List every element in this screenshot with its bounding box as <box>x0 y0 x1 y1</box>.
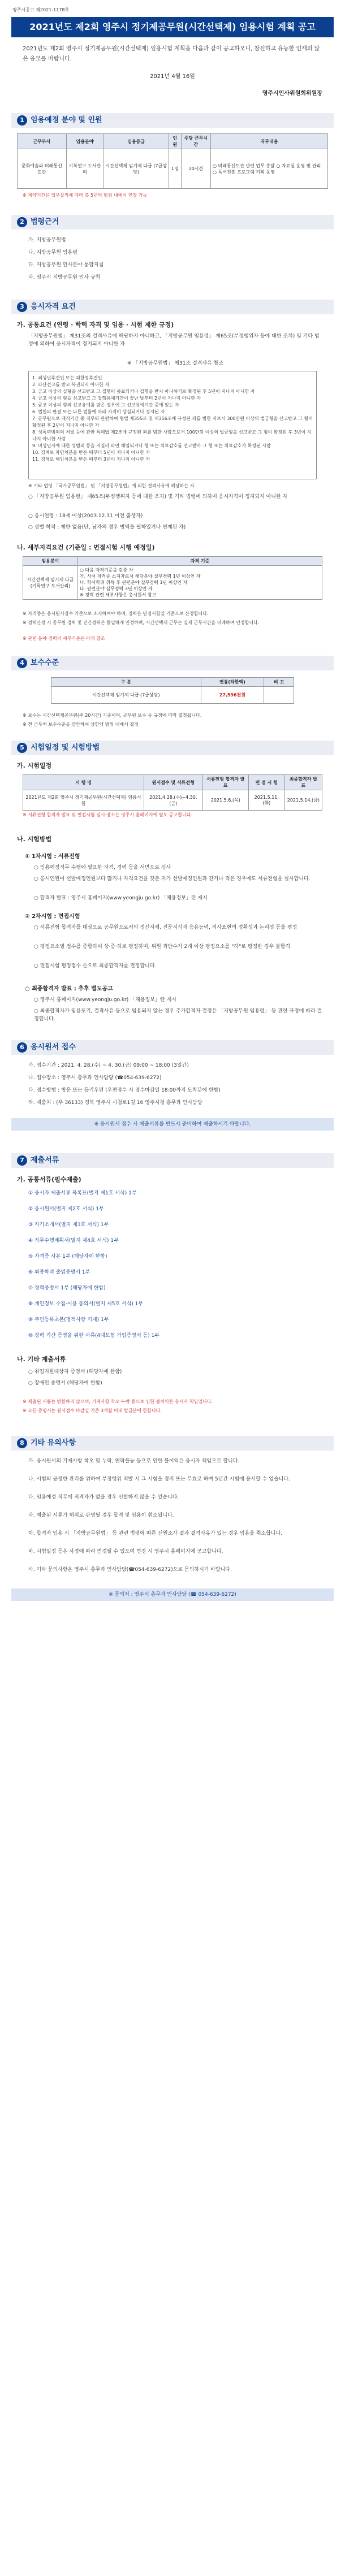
section-7-number: 7 <box>17 1155 27 1166</box>
schedule-table <box>23 774 322 811</box>
cell: 시간선택제 임기제 다급 (7급상당) <box>104 149 169 189</box>
th: 원서접수 및 서류전형 <box>144 775 202 790</box>
doc-item: ⑩ 경력 기간 증명을 위한 서류(4대보험 가입증명서 등) 1부 <box>28 1333 160 1339</box>
cell: ○ 미래통신도관 관련 업무 총괄 ○ 자료실 운영 및 관리 ○ 독서진흥 프로그램 기획 운영 <box>211 149 328 189</box>
section-1-title: 임용예정 분야 및 인원 <box>31 116 102 124</box>
gender-label: ○ 성별·학력 : <box>28 525 59 530</box>
notice-item: 마. 합격자 임용 시 「지방공무원법」 등 관련 법령에 따른 신원조사 결과 결격사유가 있는 경우 임용을 취소합니다. <box>28 1531 283 1536</box>
th: 직무내용 <box>211 134 328 149</box>
section-7-header <box>11 1153 334 1168</box>
exam-2-heading: ② 2차시험 : 면접시험 <box>25 913 80 920</box>
doc-item: ① 응시자 제출서류 목록표(별지 제1호 서식) 1부 <box>28 1190 137 1196</box>
th: 임용등급 <box>104 134 169 149</box>
salary-table-head <box>51 678 294 687</box>
doc-item: ⑥ 최종학력 졸업증명서 1부 <box>28 1270 90 1275</box>
salary-note-2: ※ 전 근무처 보수수준을 감안하여 상한액 범위 내에서 결정 <box>23 722 139 727</box>
doc-item: ⑤ 자격증 사본 1부 (해당자에 한함) <box>28 1254 107 1259</box>
application-line: 다. 접수방법 : 방문 또는 등기우편 (우편접수 시 접수마감일 18:00까지 도착분에 한함) <box>28 1088 221 1093</box>
th: 연봉(하한액) <box>201 678 264 687</box>
qual-item: 나. 학사학위 취득 후 관련분야 실무경력 1년 이상인 자 <box>80 580 188 585</box>
cell: 시간선택제 임기제 다급 (7급상당) <box>51 687 201 704</box>
common-req-text: 「지방공무원법」 제31조의 결격사유에 해당하지 아니하고, 「지방공무원 임용령」 제65조(부정행위자 등에 대한 조치) 및 기타 법령에 의하여 응시자격이 정지되지 아니한 자 <box>28 334 320 347</box>
section-6-header <box>11 1040 334 1055</box>
doc-item: ⑧ 개인정보 수집·이용 동의서(별지 제5호 서식) 1부 <box>28 1301 144 1307</box>
other-doc-line: ○ 취업지원대상자 증명서 (해당자에 한함) <box>28 1369 122 1375</box>
section-2-number: 2 <box>17 217 27 227</box>
disq-line: 6. 법원의 판결 또는 다른 법률에 따라 자격이 상실되거나 정지된 자 <box>32 409 165 414</box>
disq-line: 8. 성폭력범죄의 처벌 등에 관한 특례법 제2조에 규정된 죄를 범한 사람으로서 100만원 이상의 벌금형을 선고받고 그 형이 확정된 후 3년이 지나지 아니한 사람 <box>32 430 312 441</box>
section-1-header <box>11 113 334 128</box>
exam-2-line: ○ 면접시험 평정점수 순으로 최종합격자를 결정합니다. <box>34 963 157 969</box>
application-line: 가. 접수기간 : 2021. 4. 28.(수) ~ 4. 30.(금) 09:00 ~ 18:00 (3일간) <box>28 1063 189 1068</box>
age-row <box>28 512 322 520</box>
application-line: 나. 접수장소 : 영주시 총무과 인사담당 (☎054-639-6272) <box>28 1075 162 1081</box>
notice-number: 영주시공고 제2021-1178호 <box>12 7 70 12</box>
disqualification-box <box>28 371 317 479</box>
cell: 20시간 <box>181 149 210 189</box>
exam-1-line: ○ 합격자 발표 : 영주시 홈페이지(www.yeongju.go.kr) 「채용정보」란 게시 <box>34 895 208 901</box>
cell <box>264 687 294 704</box>
law-item: 나. 지방공무원 임용령 <box>28 250 77 256</box>
th: 면 접 시 험 <box>248 775 284 790</box>
schedule-table-head <box>23 775 322 790</box>
exam-1-heading: ① 1차시험 : 서류전형 <box>25 854 80 860</box>
cell: 2021.5.11.(화) <box>248 790 284 811</box>
section-6-title: 응시원서 접수 <box>31 1043 76 1051</box>
table-row <box>23 566 322 600</box>
qual-item: 다. 관련분야 실무경력 3년 이상인 자 <box>80 586 153 591</box>
section-8-header <box>11 1436 334 1451</box>
qual-note-2: ※ 경력산정 시 공무원 경력 및 민간경력은 동일하게 인정하며, 시간선택제 근무는 실제 근무시간을 비례하여 인정합니다. <box>23 620 260 625</box>
law-item: 가. 지방공무원법 <box>28 237 66 243</box>
final-line: ○ 최종합격자가 임용포기, 결격사유 등으로 임용되지 않는 경우 추가합격자 결정은 「지방공무원 임용령」 등 관련 규정에 따라 결정합니다. <box>34 1008 322 1022</box>
notice-item: 사. 기타 문의사항은 영주시 총무과 인사담당(☎054-639-6272)으로 문의하시기 바랍니다. <box>28 1567 232 1573</box>
table-row <box>23 790 322 811</box>
section-1-number: 1 <box>17 115 27 125</box>
qualification-cell <box>78 566 322 600</box>
notice-item: 나. 시험의 공정한 관리를 위하여 부정행위 적발 시 그 시험을 정지 또는 무효로 하며 5년간 시험에 응시할 수 없습니다. <box>28 1477 290 1482</box>
disq-line: 10. 징계로 파면처분을 받은 때부터 5년이 지나지 아니한 자 <box>32 450 150 455</box>
qual-note-3: ※ 관련 분야 경력의 세부기준은 아래 참조 <box>23 636 105 641</box>
qual-item: ○ 다음 자격기준을 갖춘 자 <box>80 568 133 573</box>
disq-line: 4. 금고 이상의 형을 선고받고 그 집행유예기간이 끝난 날부터 2년이 지나지 아니한 자 <box>32 396 201 401</box>
recruit-table-head <box>18 134 328 149</box>
qual-note-1: ※ 자격증은 응시원서접수 기준으로 소지하여야 하며, 경력은 면접시험일 기준으로 산정합니다. <box>23 611 209 616</box>
docs-note: ※ 제출된 서류는 반환하지 않으며, 기재사항 착오·누락 등으로 인한 불이익은 응시자 책임입니다. <box>23 1399 213 1404</box>
notice-item: 가. 응시원서의 기재사항 착오 및 누락, 연락불능 등으로 인한 불이익은 응시자 책임으로 합니다. <box>28 1458 240 1464</box>
doc-item: ⑦ 경력증명서 1부 (해당자에 한함) <box>28 1285 106 1291</box>
doc-item: ④ 직무수행계획서(별지 제4호 서식) 1부 <box>28 1238 119 1244</box>
recruit-table <box>17 133 328 189</box>
cell: 2021.5.14.(금) <box>284 790 322 811</box>
disq-line: 11. 징계로 해임처분을 받은 때부터 3년이 지나지 아니한 자 <box>32 457 150 462</box>
salary-table <box>51 677 294 704</box>
page-title: 2021년도 제2회 영주시 정기제공무원(시간선택제) 임용시험 계획 공고 <box>11 17 334 37</box>
exam-1-line: ○ 응시인원이 선발예정인원보다 많거나 자격요건을 갖춘 자가 선발예정인원과 같거나 적은 경우에도 서류전형을 실시합니다. <box>34 876 310 882</box>
cell: 2021.5.6.(목) <box>202 790 248 811</box>
common-req-heading: 가. 공통요건 (연령 · 학력 자격 및 임용 · 시험 제한 규정) <box>17 321 174 328</box>
qual-item: ※ 경력 관련 세부사항은 응시원서 참고 <box>80 592 157 598</box>
qualification-table-head <box>23 557 322 566</box>
cell: 1명 <box>169 149 182 189</box>
schedule-heading: 가. 시험일정 <box>17 762 52 769</box>
th: 임용분야 <box>66 134 104 149</box>
th: 주당 근무시간 <box>181 134 210 149</box>
docs-note: ※ 모든 증명서는 원서접수 마감일 기준 3개월 이내 발급분에 한합니다. <box>23 1408 162 1413</box>
section-3-title: 응시자격 요건 <box>31 302 76 311</box>
detail-req-heading: 나. 세부자격요건 (기준일 : 면접시험 시행 예정일) <box>17 544 155 551</box>
gender-row <box>28 523 322 531</box>
th: 인원 <box>169 134 182 149</box>
section-1-note: ※ 계약기간은 업무실적에 따라 총 5년의 범위 내에서 연장 가능 <box>23 193 148 198</box>
restriction-text: ○ 「지방공무원 임용령」 제65조(부정행위자 등에 대한 조치) 및 기타 법령에 의하여 응시자격이 정지되지 아니한 자 <box>28 494 288 500</box>
exam-2-line: ○ 평정요소별 점수를 종합하여 상·중·하로 평정하며, 위원 과반수가 2개 이상 평정요소를 "하"로 평정한 경우 불합격 <box>34 944 291 950</box>
final-line: ○ 영주시 홈페이지(www.yeongju.go.kr) 「채용정보」란 게시 <box>34 997 176 1003</box>
notice-item: 다. 임용예정 직무에 적격자가 없을 경우 선발하지 않을 수 있습니다. <box>28 1495 179 1500</box>
cell: 2021년도 제2회 영주시 정기제공무원(시간선택제) 임용시험 <box>23 790 144 811</box>
th: 최종합격자 발 표 <box>284 775 322 790</box>
qual-item: 가. 사서 자격증 소지자로서 해당분야 실무경력 1년 이상인 자 <box>80 574 201 579</box>
age-value: 18세 이상(2003.12.31.이전 출생자) <box>59 513 143 519</box>
section-5-title: 시험일정 및 시험방법 <box>31 743 100 752</box>
notice-item: 바. 시험일정 등은 사정에 따라 변경될 수 있으며 변경 시 영주시 홈페이지에 공고합니다. <box>28 1549 223 1555</box>
table-row <box>18 149 328 189</box>
section-2-header <box>11 215 334 230</box>
section-4-number: 4 <box>17 658 27 668</box>
disq-note: ※ 기타 법령 「국가공무원법」 및 「지방공무원법」에 의한 결격사유에 해당하는 자 <box>28 483 195 488</box>
notice-date: 2021년 4월 16일 <box>150 73 195 80</box>
th: 시 행 명 <box>23 775 144 790</box>
doc-item: ② 응시원서(별지 제2호 서식) 1부 <box>28 1206 104 1212</box>
other-docs-heading: 나. 기타 제출서류 <box>17 1356 66 1363</box>
section-7-title: 제출서류 <box>31 1156 59 1164</box>
th: 근무부서 <box>18 134 67 149</box>
schedule-note: ※ 서류전형 합격자 발표 및 면접시험 일시·장소는 영주시 홈페이지에 별도 공고합니다. <box>23 812 192 817</box>
section-4-header <box>11 656 334 670</box>
th: 자격 기준 <box>78 557 322 566</box>
gender-value: 제한 없음(단, 남자의 경우 병역을 필하였거나 면제된 자) <box>61 525 186 530</box>
disq-line: 3. 금고 이상의 실형을 선고받고 그 집행이 종료되거나 집행을 받지 아니하기로 확정된 후 5년이 지나지 아니한 자 <box>32 389 255 394</box>
section-4-title: 보수수준 <box>31 659 59 667</box>
section-3-number: 3 <box>17 302 27 312</box>
application-line: 라. 제출처 : (우 36133) 경북 영주시 시청로1길 16 영주시청 총무과 인사담당 <box>28 1100 202 1106</box>
section-5-header <box>11 741 334 755</box>
contact-bar: ※ 문의처 : 영주시 총무과 인사담당 (☎ 054-639-6272) <box>11 1588 334 1601</box>
other-doc-line: ○ 장애인 증명서 (해당자에 한함) <box>28 1380 102 1386</box>
docs-heading: 가. 공통서류(필수제출) <box>17 1176 81 1183</box>
notice-item: 라. 제출된 서류가 허위로 판명될 경우 합격 및 임용이 취소됩니다. <box>28 1513 174 1518</box>
cell: 문화예술과 미래통신도관 <box>18 149 67 189</box>
section-6-number: 6 <box>17 1042 27 1053</box>
final-heading: ○ 최종합격자 발표 : 추후 별도공고 <box>25 986 113 992</box>
disq-line: 9. 미성년자에 대한 성범죄 등을 저질러 파면 해임되거나 형 또는 치료감호를 선고받아 그 형 또는 치료감호가 확정된 사람 <box>32 443 271 448</box>
cell: 시간선택제 임기제 다급 (기록연구 도서관리) <box>23 566 78 600</box>
law-item: 라. 영주시 지방공무원 인사 규칙 <box>28 275 101 280</box>
disq-line: 2. 파산선고를 받고 복권되지 아니한 자 <box>32 382 110 387</box>
disq-line: 1. 피성년후견인 또는 피한정후견인 <box>32 375 102 380</box>
table-row <box>51 687 294 704</box>
section-5-number: 5 <box>17 743 27 753</box>
section-2-title: 법령근거 <box>31 218 59 226</box>
cell: 기록연구 도서관리 <box>66 149 104 189</box>
age-label: ○ 응시연령 : <box>28 513 58 519</box>
salary-value: 27,596천원 <box>201 687 264 704</box>
exam-1-line: ○ 임용예정직무 수행에 필요한 자격, 경력 등을 서면으로 심사 <box>34 865 171 871</box>
disqualification-heading: ※ 「지방공무원법」 제31조 결격사유 참조 <box>127 361 224 366</box>
section-8-title: 기타 유의사항 <box>31 1439 76 1447</box>
qualification-table <box>23 556 322 600</box>
disq-line: 7. 공무원으로 재직기간 중 직무와 관련하여 형법 제355조 및 제356조에 규정된 죄를 범한 자로서 300만원 이상의 벌금형을 선고받고 그 형이 확정된 후 2년이 지나지 아니한 자 <box>32 416 313 428</box>
th: 임용분야 <box>23 557 78 566</box>
th: 비 고 <box>264 678 294 687</box>
doc-item: ③ 자기소개서(별지 제3호 서식) 1부 <box>28 1222 109 1228</box>
intro-text: 2021년도 제2회 영주시 정기제공무원(시간선택제) 임용시험 계획을 다음과 같이 공고하오니, 참신하고 유능한 인재의 많은 응모를 바랍니다. <box>23 46 320 62</box>
issuing-org: 영주시인사위원회위원장 <box>262 90 322 97</box>
section-3-header <box>11 300 334 314</box>
disq-line: 5. 금고 이상의 형의 선고유예를 받은 경우에 그 선고유예기간 중에 있는 자 <box>32 402 179 408</box>
doc-item: ⑨ 주민등록초본(병적사항 기재) 1부 <box>28 1317 109 1323</box>
law-item: 다. 지방공무원 인사분야 통합지침 <box>28 262 104 268</box>
method-heading: 나. 시험방법 <box>17 835 52 843</box>
th: 구 분 <box>51 678 201 687</box>
salary-note-1: ※ 보수는 시간선택제공무원(주 20시간) 기준이며, 공무원 보수 등 규정에 따라 결정됩니다. <box>23 713 202 718</box>
cell: 2021.4.28.(수)~4.30.(금) <box>144 790 202 811</box>
th: 서류전형 합격자 발표 <box>202 775 248 790</box>
section-8-number: 8 <box>17 1438 27 1448</box>
application-notice-bar: ※ 응시원서 접수 시 제출서류를 반드시 준비하여 제출하시기 바랍니다. <box>11 1118 334 1131</box>
exam-2-line: ○ 서류전형 합격자를 대상으로 공무원으로서의 정신자세, 전문지식과 응용능력, 의사표현의 정확성과 논리성 등을 평정 <box>34 925 297 930</box>
